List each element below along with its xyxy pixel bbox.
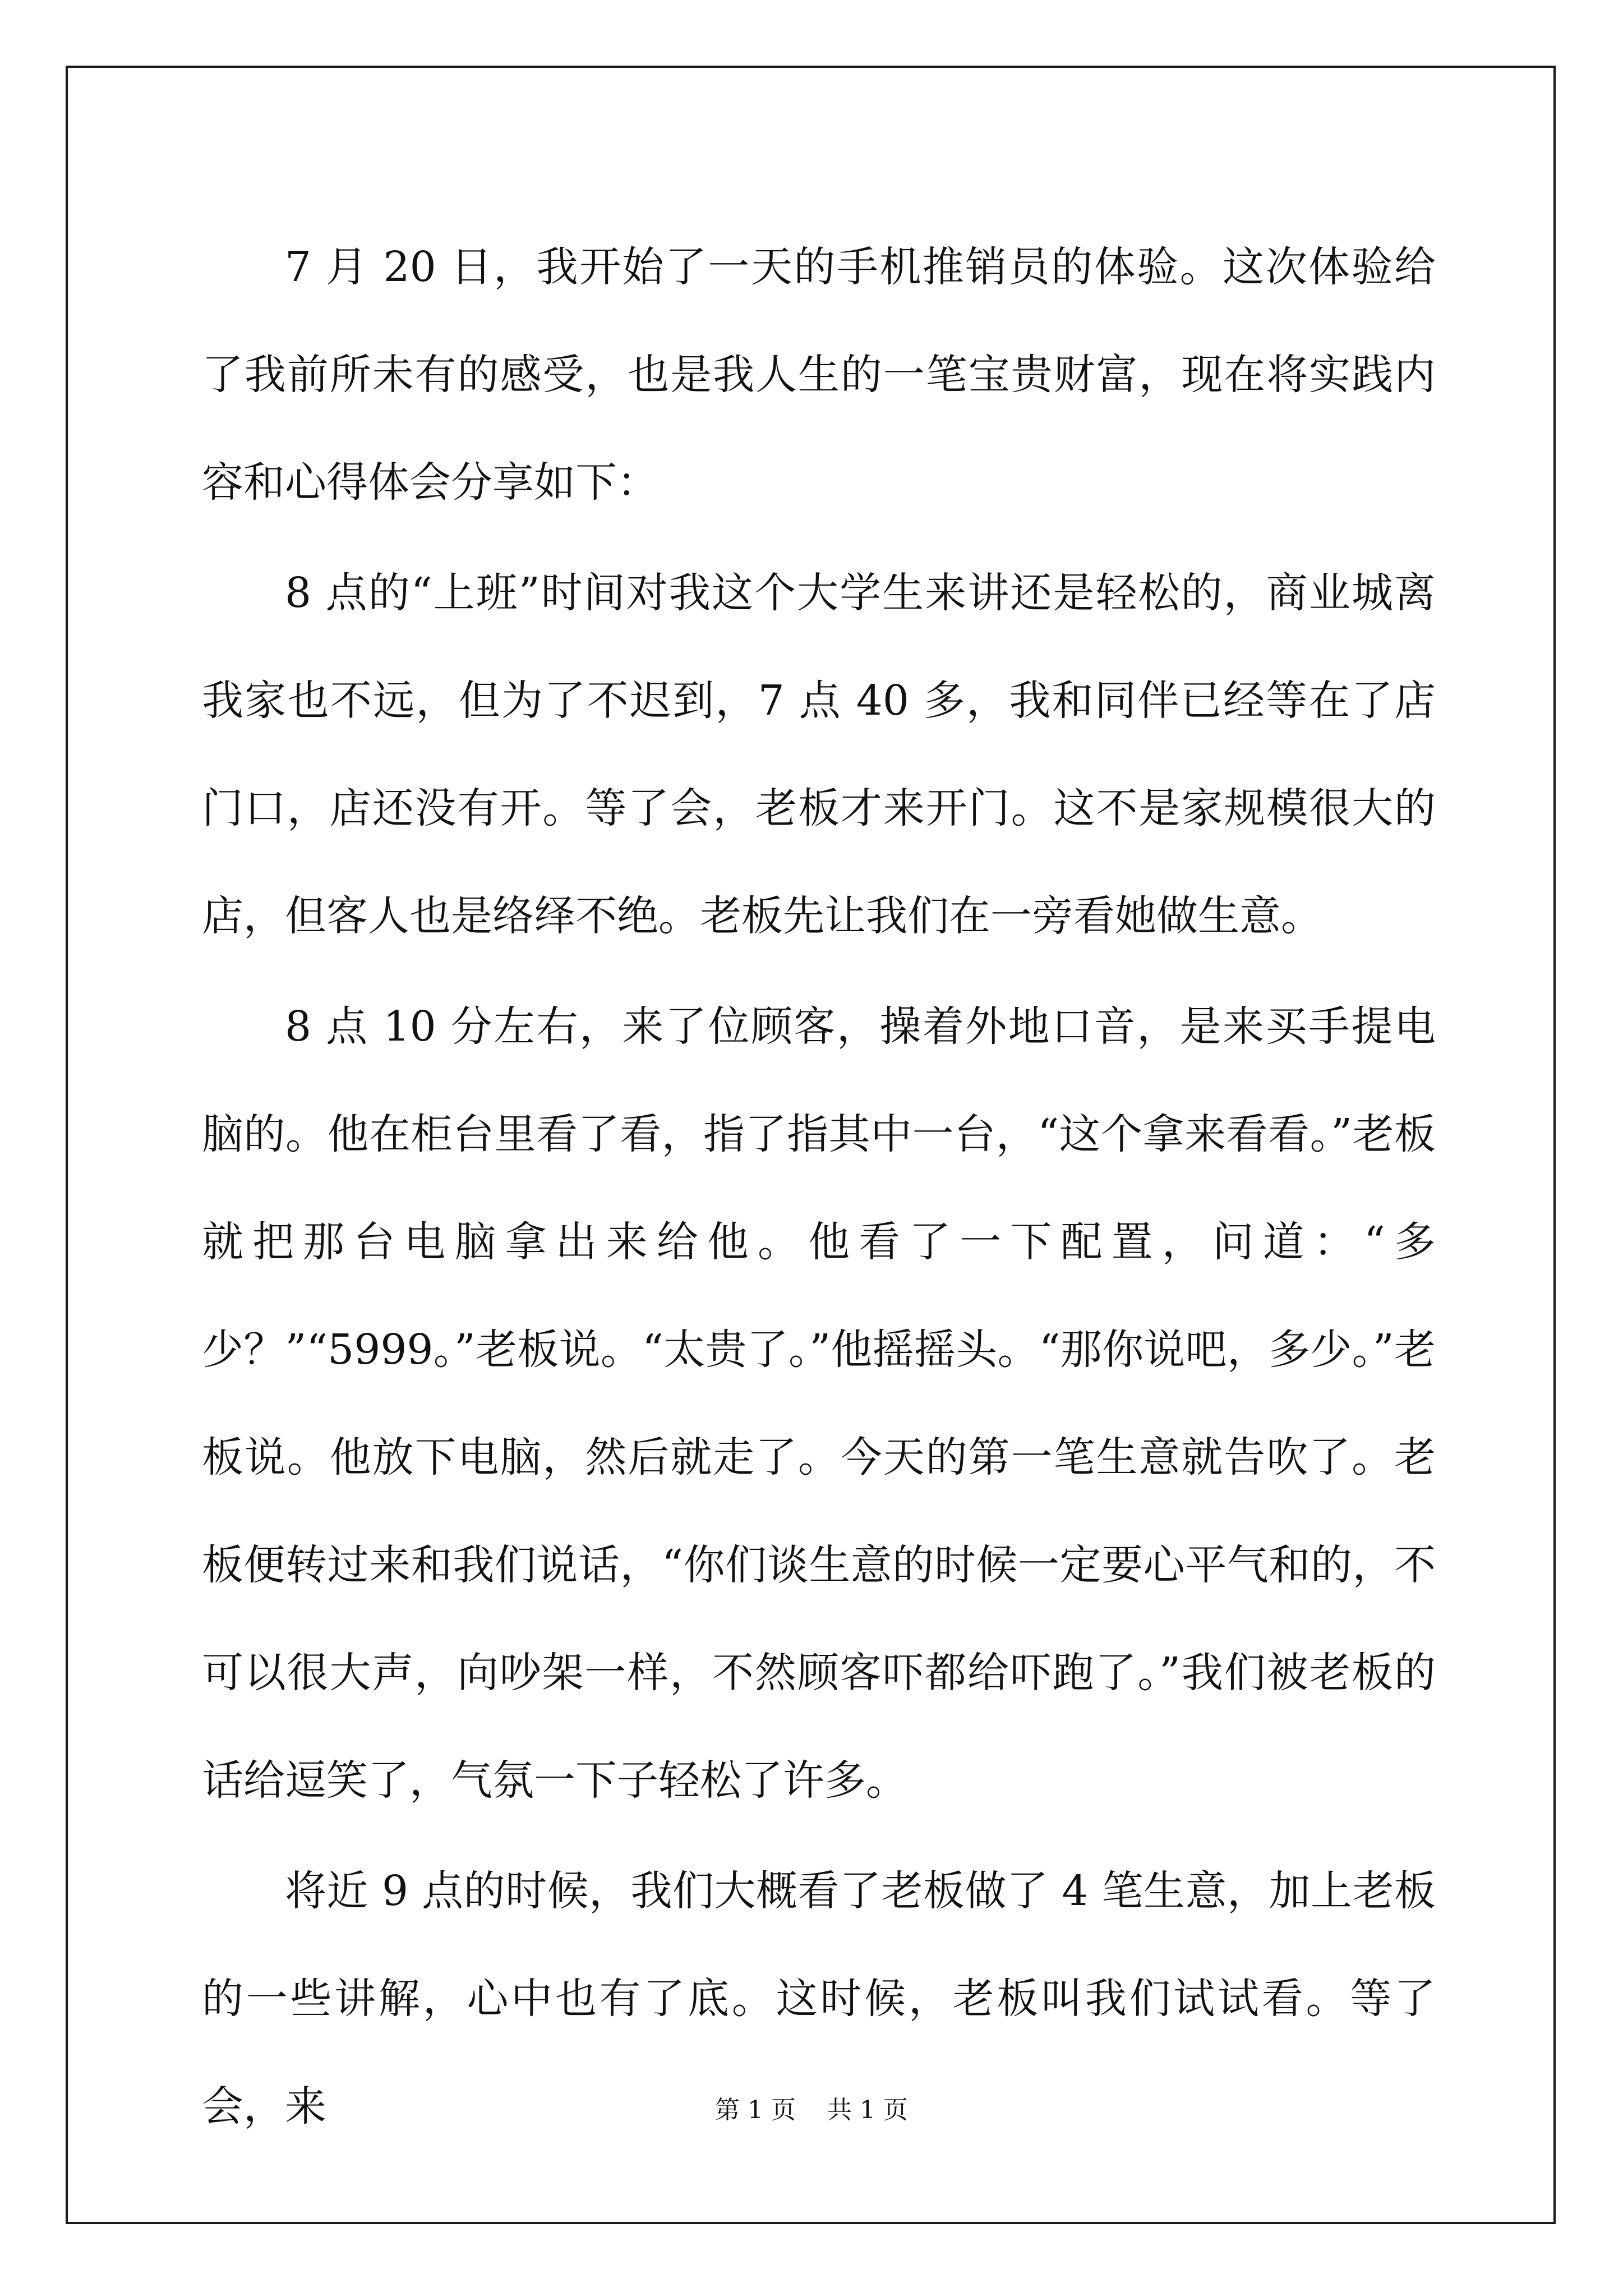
page-footer: 第 1 页 共 1 页 <box>715 2096 908 2124</box>
paragraph-3: 8 点 10 分左右，来了位顾客，操着外地口音，是来买手提电脑的。他在柜台里看了看，指了指其中一台，“这个拿来看看。”老板就把那台电脑拿出来给他。他看了一下配置，问道：“多少？”“5999。”老板说。“太贵了。”他摇摇头。“那你说吧，多少。”老板说。他放下电脑，然后就走了。今天的第一笔生意就告吹了。老板便转过来和我们说话，“你们谈生意的时候一定要心平气和的，不可以很大声，向吵架一样，不然顾客吓都给吓跑了。”我们被老板的话给逗笑了，气氛一下子轻松了许多。 <box>202 1002 1436 1805</box>
document-body <box>202 213 1436 2163</box>
paragraph-1: 7 月 20 日，我开始了一天的手机推销员的体验。这次体验给了我前所未有的感受，也是我人生的一笔宝贵财富，现在将实践内容和心得体会分享如下： <box>202 243 1436 507</box>
paragraph-2: 8 点的“上班”时间对我这个大学生来讲还是轻松的，商业城离我家也不远，但为了不迟到，7 点 40 多，我和同伴已经等在了店门口，店还没有开。等了会，老板才来开门。这不是家规模很大的店，但客人也是络绎不绝。老板先让我们在一旁看她做生意。 <box>202 569 1436 940</box>
paragraph-4: 将近 9 点的时候，我们大概看了老板做了 4 笔生意，加上老板的一些讲解，心中也有了底。这时候，老板叫我们试试看。等了会，来 <box>202 1867 1436 2131</box>
